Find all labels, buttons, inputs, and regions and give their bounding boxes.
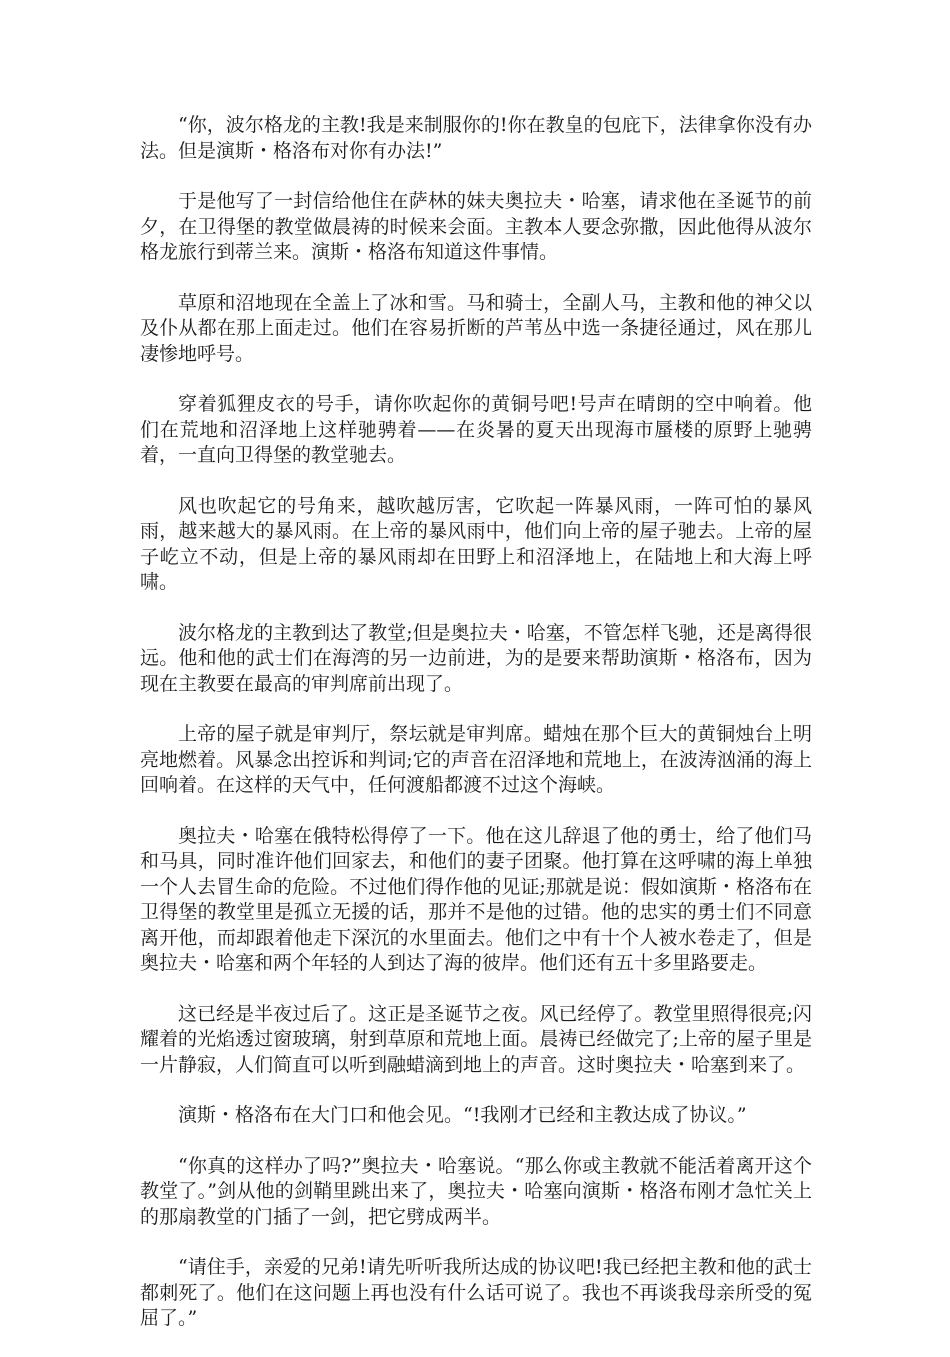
paragraph-1: “你，波尔格龙的主教!我是来制服你的!你在教皇的包庇下，法律拿你没有办法。但是演斯・格洛布对你有办法!” [140,114,812,162]
document-page [140,113,812,1357]
paragraph-9: 这已经是半夜过后了。这正是圣诞节之夜。风已经停了。教堂里照得很亮;闪耀着的光焰透过窗玻璃，射到草原和荒地上面。晨祷已经做完了;上帝的屋子里是一片静寂，人们简直可以听到融蜡滴到地上的声音。这时奥拉夫・哈塞到来了。 [140,1002,812,1076]
paragraph-7: 上帝的屋子就是审判厅，祭坛就是审判席。蜡烛在那个巨大的黄铜烛台上明亮地燃着。风暴念出控诉和判词;它的声音在沼泽地和荒地上，在波涛汹涌的海上回响着。在这样的天气中，任何渡船都渡不过这个海峡。 [140,723,812,796]
paragraph-2: 于是他写了一封信给他住在萨林的妹夫奥拉夫・哈塞，请求他在圣诞节的前夕，在卫得堡的教堂做晨祷的时候来会面。主教本人要念弥撒，因此他得从波尔格龙旅行到蒂兰来。演斯・格洛布知道这件事情。 [140,190,812,263]
paragraph-11: “你真的这样办了吗?”奥拉夫・哈塞说。“那么你或主教就不能活着离开这个教堂了。”剑从他的剑鞘里跳出来了，奥拉夫・哈塞向演斯・格洛布刚才急忙关上的那扇教堂的门插了一剑，把它劈成两半。 [140,1154,812,1228]
paragraph-3: 草原和沼地现在全盖上了冰和雪。马和骑士，全副人马，主教和他的神父以及仆从都在那上面走过。他们在容易折断的芦苇丛中选一条捷径通过，风在那儿凄惨地呼号。 [140,291,812,365]
paragraph-8: 奥拉夫・哈塞在俄特松得停了一下。他在这儿辞退了他的勇士，给了他们马和马具，同时准许他们回家去，和他们的妻子团聚。他打算在这呼啸的海上单独一个人去冒生命的危险。不过他们得作他的见证;那就是说：假如演斯・格洛布在卫得堡的教堂里是孤立无援的话，那并不是他的过错。他的忠实的勇士们不同意离开他，而却跟着他走下深沉的水里面去。他们之中有十个人被水卷走了，但是奥拉夫・哈塞和两个年轻的人到达了海的彼岸。他们还有五十多里路要走。 [140,824,812,974]
paragraph-6: 波尔格龙的主教到达了教堂;但是奥拉夫・哈塞，不管怎样飞驰，还是离得很远。他和他的武士们在海湾的另一边前进，为的是要来帮助演斯・格洛布，因为现在主教要在最高的审判席前出现了。 [140,621,812,695]
paragraph-12: “请住手，亲爱的兄弟!请先听听我所达成的协议吧!我已经把主教和他的武士都刺死了。他们在这问题上再也没有什么话可说了。我也不再谈我母亲所受的冤屈了。” [140,1256,812,1329]
paragraph-10: 演斯・格洛布在大门口和他会见。“!我刚才已经和主教达成了协议。” [178,1104,747,1126]
paragraph-4: 穿着狐狸皮衣的号手，请你吹起你的黄铜号吧!号声在晴朗的空中响着。他们在荒地和沼泽地上这样驰骋着——在炎暑的夏天出现海市蜃楼的原野上驰骋着，一直向卫得堡的教堂驰去。 [140,393,812,466]
paragraph-5: 风也吹起它的号角来，越吹越厉害，它吹起一阵暴风雨，一阵可怕的暴风雨，越来越大的暴风雨。在上帝的暴风雨中，他们向上帝的屋子驰去。上帝的屋子屹立不动，但是上帝的暴风雨却在田野上和沼泽地上，在陆地上和大海上呼啸。 [140,494,812,593]
